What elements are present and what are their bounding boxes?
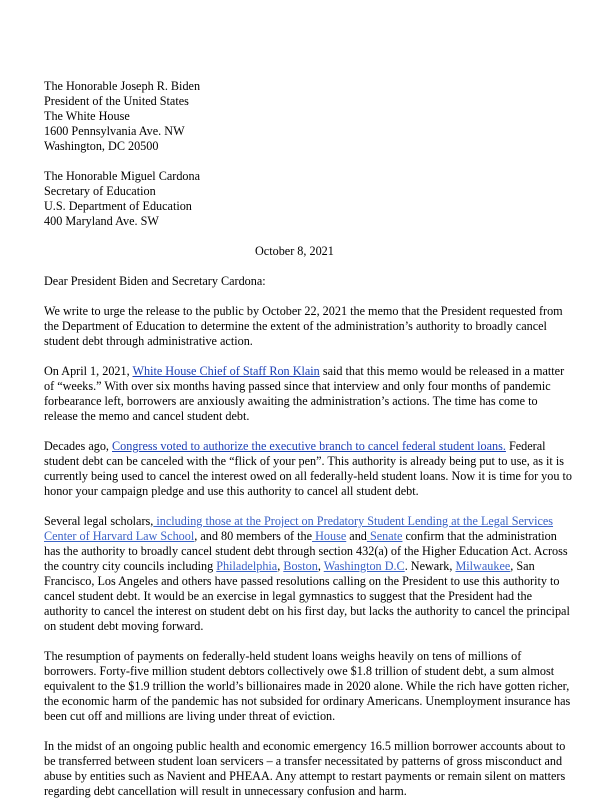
link-house[interactable]: House (312, 529, 347, 543)
letter-page (44, 79, 572, 799)
letter-date: October 8, 2021 (255, 244, 334, 258)
recipient-block-president (44, 79, 572, 154)
paragraph-text: confirm that the administration has the authority to broadly cancel student debt through section 432(a) of the Higher Education Act. Across the country city councils including (44, 529, 568, 573)
paragraph-text: , (277, 559, 284, 573)
paragraph-text: , and 80 members of the (194, 529, 313, 543)
paragraph-payment-resumption: The resumption of payments on federally-held student loans weighs heavily on tens of millions of borrowers. Forty-five million student debtors collectively owe $1.8 trillion of student debt, a sum almost equivalent to the $1.9 trillion the world’s billionaires made in 2020 alone. While the rich have gotten richer, the economic harm of the pandemic has not subsided for ordinary Americans. Unemployment insurance has been cut off and millions are living under threat of eviction. (44, 649, 571, 723)
paragraph-text: Decades ago, (44, 439, 113, 453)
recipient-line: President of the United States (44, 94, 189, 108)
link-senate[interactable]: Senate (366, 529, 403, 543)
recipient-line: Washington, DC 20500 (44, 139, 159, 153)
recipient-line: The White House (44, 109, 130, 123)
recipient-line: 1600 Pennsylvania Ave. NW (44, 124, 185, 138)
recipient-line: 400 Maryland Ave. SW (44, 214, 159, 228)
paragraph-klain-memo (44, 364, 572, 424)
link-harvard-law[interactable]: including those at the Project on Predatory Student Lending at the Legal Services Center of Harvard Law School (44, 514, 554, 543)
salutation: Dear President Biden and Secretary Cardona: (44, 274, 266, 288)
paragraph-text: , (317, 559, 324, 573)
paragraph-legal-scholars (44, 514, 572, 634)
recipient-line: Secretary of Education (44, 184, 156, 198)
paragraph-release-request: We write to urge the release to the public by October 22, 2021 the memo that the President requested from the Department of Education to determine the extent of the administration’s authority to broadly cancel student debt through administrative action. (44, 304, 563, 348)
recipient-line: U.S. Department of Education (44, 199, 192, 213)
recipient-line: The Honorable Miguel Cardona (44, 169, 201, 183)
paragraph-text: Federal student debt can be canceled with the “flick of your pen”. This authority is already being put to use, as it is currently being used to cancel the interest owed on all federally-held student loans. Now it is time for you to honor your campaign pledge and use this authority to cancel all student debt. (44, 439, 572, 498)
recipient-block-secretary (44, 169, 572, 229)
link-congress-authorize[interactable]: Congress voted to authorize the executive branch to cancel federal student loans. (112, 439, 506, 453)
paragraph-congress-authority (44, 439, 572, 499)
link-washington-dc[interactable]: Washington D.C (323, 559, 405, 573)
paragraph-text: . Newark, (404, 559, 456, 573)
paragraph-text: Several legal scholars, (44, 514, 154, 528)
link-ron-klain[interactable]: White House Chief of Staff Ron Klain (132, 364, 320, 378)
paragraph-text: said that this memo would be released in a matter of “weeks.” With over six months having passed since that interview and only four months of pandemic forbearance left, borrowers are anxiously awaiting the administration’s actions. The time has come to release the memo and cancel student debt. (44, 364, 565, 423)
paragraph-servicer-transfer: In the midst of an ongoing public health and economic emergency 16.5 million borrower accounts about to be transferred between student loan servicers – a transfer necessitated by patterns of gross misconduct and abuse by entities such as Navient and PHEAA. Any attempt to restart payments or remain silent on matters regarding debt cancellation will result in unnecessary confusion and harm. (44, 739, 566, 798)
link-philadelphia[interactable]: Philadelphia (216, 559, 278, 573)
paragraph-text: , San Francisco, Los Angeles and others have passed resolutions calling on the President to use this authority to cancel student debt. It would be an exercise in legal gymnastics to suggest that the President had the authority to cancel the interest on student debt on his first day, but lacks the authority to cancel the principal on student debt moving forward. (44, 559, 570, 633)
paragraph-text: On April 1, 2021, (44, 364, 133, 378)
recipient-line: The Honorable Joseph R. Biden (44, 79, 201, 93)
paragraph-text: and (346, 529, 367, 543)
link-boston[interactable]: Boston (283, 559, 318, 573)
link-milwaukee[interactable]: Milwaukee (455, 559, 511, 573)
